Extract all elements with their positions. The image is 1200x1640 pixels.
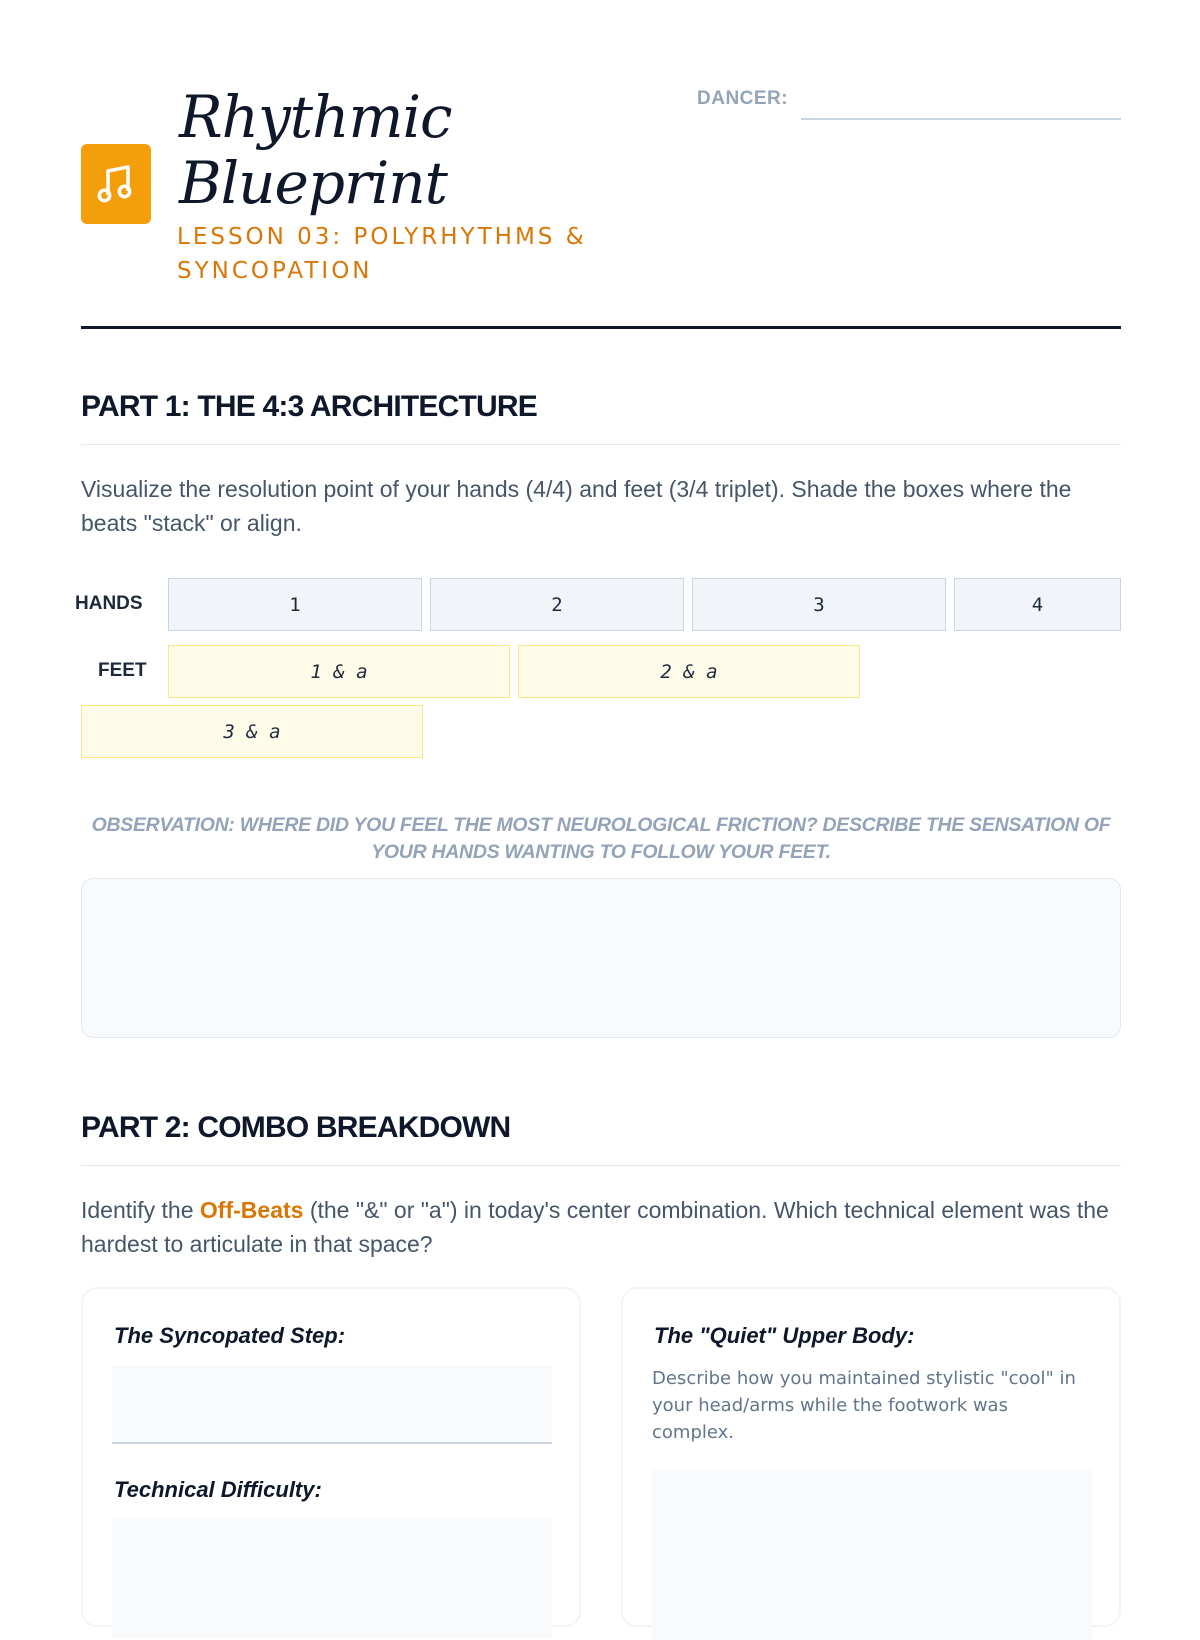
part1-title: PART 1: THE 4:3 ARCHITECTURE [81,390,537,423]
hand-beat-box[interactable]: 1 [168,578,422,631]
quiet-upper-body-field[interactable] [652,1470,1092,1640]
title-line-1: Rhythmic [179,83,452,151]
foot-beat-box[interactable]: 2 & a [518,645,860,698]
hands-row-label: HANDS [75,593,143,614]
technical-difficulty-heading: Technical Difficulty: [114,1477,322,1502]
part2-divider [81,1165,1121,1166]
syncopated-step-card [81,1287,581,1627]
part2-title: PART 2: COMBO BREAKDOWN [81,1111,511,1144]
hand-beat-box[interactable]: 2 [430,578,684,631]
observation-prompt: OBSERVATION: WHERE DID YOU FEEL THE MOST NEUROLOGICAL FRICTION? DESCRIBE THE SENSATION OF YOUR HANDS WANTING TO FOLLOW YOUR FEET. [91,814,1111,863]
part2-intro-text: Identify the [81,1197,200,1223]
quiet-upper-body-card [621,1287,1121,1627]
off-beats-highlight: Off-Beats [199,1197,304,1223]
feet-row-label: FEET [98,660,147,681]
page-title [179,84,451,216]
music-note-icon [81,144,151,224]
part1-divider [81,444,1121,445]
quiet-upper-body-heading: The "Quiet" Upper Body: [654,1323,915,1348]
quiet-upper-body-description: Describe how you maintained stylistic "cool" in your head/arms while the footwork was complex. [652,1368,1076,1443]
syncopated-step-heading: The Syncopated Step: [114,1323,346,1348]
worksheet-page [75,0,1121,1600]
hand-beat-box[interactable]: 3 [692,578,946,631]
hand-beat-box[interactable]: 4 [954,578,1121,631]
dancer-name-field[interactable] [801,118,1121,120]
part2-intro-text: (the "&" or "a") in today's center combination. Which technical element was the hardest to articulate in that space? [81,1197,1109,1257]
foot-beat-box[interactable]: 3 & a [81,705,423,758]
technical-difficulty-field[interactable] [112,1519,552,1639]
part2-intro [81,1193,1126,1261]
syncopated-step-field[interactable] [112,1365,552,1444]
title-line-2: Blueprint [179,149,447,217]
dancer-label: DANCER: [697,88,789,109]
header-divider [81,326,1121,329]
observation-answer-field[interactable] [81,878,1121,1038]
foot-beat-box[interactable]: 1 & a [168,645,510,698]
part1-instructions: Visualize the resolution point of your hands (4/4) and feet (3/4 triplet). Shade the boxes where the beats "stack" or align. [81,476,1072,536]
lesson-subtitle: LESSON 03: POLYRHYTHMS & SYNCOPATION [177,224,587,284]
